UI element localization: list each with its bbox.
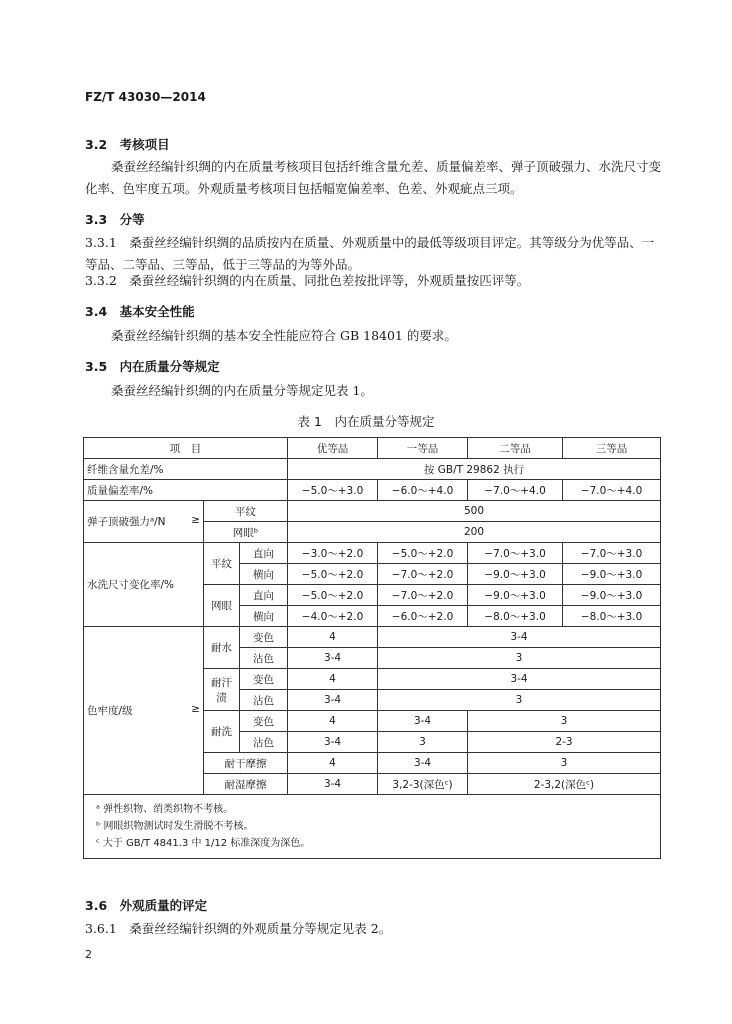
table-1-caption: 表 1 内在质量分等规定 — [297, 414, 435, 429]
table-cell: −5.0～+3.0 — [288, 480, 378, 501]
table-row — [84, 501, 661, 522]
section-3-3-2-text: 3.3.2 桑蚕丝经编针织绸的内在质量、同批色差按批评等，外观质量按匹评等。 — [85, 273, 530, 288]
color-change: 变色 — [240, 711, 288, 732]
table-1 — [83, 437, 661, 859]
table-cell: −9.0～+3.0 — [563, 585, 661, 606]
wash-warp: 直向 — [240, 543, 288, 564]
wash-mesh: 网眼 — [204, 585, 240, 627]
wash-weft: 横向 — [240, 606, 288, 627]
wash-label: 水洗尺寸变化率/% — [84, 543, 204, 627]
color-ge: ≥ — [191, 703, 200, 715]
color-label-cell — [84, 627, 204, 795]
burst-ge: ≥ — [191, 514, 200, 526]
table-note: ᵇ 网眼织物测试时发生滑脱不考核。 — [96, 821, 254, 832]
table-cell: 3 — [378, 732, 468, 753]
fiber-value: 按 GB/T 29862 执行 — [288, 459, 661, 480]
table-cell: 2-3 — [468, 732, 661, 753]
table-cell: −5.0～+2.0 — [378, 543, 468, 564]
mass-label: 质量偏差率/% — [84, 480, 288, 501]
header-grade-3: 二等品 — [468, 438, 563, 459]
table-cell: −7.0～+3.0 — [468, 543, 563, 564]
table-row — [84, 459, 661, 480]
color-change: 变色 — [240, 627, 288, 648]
section-3-5-text: 桑蚕丝经编针织绸的内在质量分等规定见表 1。 — [111, 383, 373, 398]
table-cell: −8.0～+3.0 — [563, 606, 661, 627]
section-3-5-title: 3.5 内在质量分等规定 — [85, 359, 220, 374]
table-cell: −6.0～+2.0 — [378, 606, 468, 627]
color-wet-rub: 耐湿摩擦 — [204, 774, 288, 795]
table-cell: 4 — [288, 627, 378, 648]
table-cell: 3-4 — [288, 774, 378, 795]
section-3-2-title: 3.2 考核项目 — [85, 137, 170, 152]
section-3-2-text: 桑蚕丝经编针织绸的内在质量考核项目包括纤维含量允差、质量偏差率、弹子顶破强力、水洗尺寸变化率、色牢度五项。外观质量考核项目包括幅宽偏差率、色差、外观疵点三项。 — [85, 159, 662, 196]
table-cell: −3.0～+2.0 — [288, 543, 378, 564]
table-cell: −9.0～+3.0 — [468, 585, 563, 606]
section-3-6-1-text: 3.6.1 桑蚕丝经编针织绸的外观质量分等规定见表 2。 — [85, 921, 392, 936]
color-sweat: 耐汗渍 — [204, 669, 240, 711]
table-cell: 4 — [288, 669, 378, 690]
color-label: 色牢度/级 — [87, 705, 133, 717]
table-cell: 2-3,2(深色ᶜ) — [468, 774, 661, 795]
color-stain: 沾色 — [240, 732, 288, 753]
table-row — [84, 543, 661, 564]
color-stain: 沾色 — [240, 648, 288, 669]
table-cell: −7.0～+2.0 — [378, 585, 468, 606]
burst-label-cell — [84, 501, 204, 543]
header-grade-2: 一等品 — [378, 438, 468, 459]
wash-warp: 直向 — [240, 585, 288, 606]
color-change: 变色 — [240, 669, 288, 690]
burst-mesh: 网眼ᵇ — [204, 522, 288, 543]
table-cell: −9.0～+3.0 — [468, 564, 563, 585]
table-cell: −5.0～+2.0 — [288, 585, 378, 606]
header-grade-1: 优等品 — [288, 438, 378, 459]
section-3-3-1-text: 3.3.1 桑蚕丝经编针织绸的品质按内在质量、外观质量中的最低等级项目评定。其等级分为优等品、一等品、二等品、三等品，低于三等品的为等外品。 — [85, 235, 655, 272]
table-cell: 3-4 — [378, 753, 468, 774]
table-cell: −6.0～+4.0 — [378, 480, 468, 501]
section-3-4-text: 桑蚕丝经编针织绸的基本安全性能应符合 GB 18401 的要求。 — [111, 328, 457, 343]
section-3-4-title: 3.4 基本安全性能 — [85, 304, 195, 319]
table-cell: −4.0～+2.0 — [288, 606, 378, 627]
table-cell: −7.0～+3.0 — [563, 543, 661, 564]
table-cell: 3 — [468, 711, 661, 732]
table-notes — [84, 795, 661, 859]
table-cell: 4 — [288, 711, 378, 732]
fiber-label: 纤维含量允差/% — [84, 459, 288, 480]
burst-label: 弹子顶破强力ᵃ/N — [87, 516, 166, 528]
table-notes-row — [84, 795, 661, 859]
wash-weft: 横向 — [240, 564, 288, 585]
table-note: ᵃ 弹性织物、绡类织物不考核。 — [96, 804, 234, 815]
table-cell: −7.0～+2.0 — [378, 564, 468, 585]
table-cell: 4 — [288, 753, 378, 774]
color-wash: 耐洗 — [204, 711, 240, 753]
table-note: ᶜ 大于 GB/T 4841.3 中 1/12 标准深度为深色。 — [96, 838, 311, 849]
table-header-row — [84, 438, 661, 459]
table-cell: 3 — [378, 690, 661, 711]
table-cell: −9.0～+3.0 — [563, 564, 661, 585]
color-stain: 沾色 — [240, 690, 288, 711]
table-cell: 3-4 — [288, 732, 378, 753]
color-dry-rub: 耐干摩擦 — [204, 753, 288, 774]
page-number: 2 — [85, 948, 92, 961]
table-cell: 3-4 — [288, 648, 378, 669]
table-cell: −7.0～+4.0 — [468, 480, 563, 501]
standard-header: FZ/T 43030—2014 — [85, 90, 206, 104]
table-cell: 3 — [468, 753, 661, 774]
table-cell: 3-4 — [288, 690, 378, 711]
table-cell: −8.0～+3.0 — [468, 606, 563, 627]
header-grade-4: 三等品 — [563, 438, 661, 459]
burst-flat: 平纹 — [204, 501, 288, 522]
color-water: 耐水 — [204, 627, 240, 669]
table-row — [84, 627, 661, 648]
burst-flat-value: 500 — [288, 501, 661, 522]
table-row — [84, 480, 661, 501]
table-cell: −5.0～+2.0 — [288, 564, 378, 585]
burst-mesh-value: 200 — [288, 522, 661, 543]
header-item: 项 目 — [84, 438, 288, 459]
table-cell: −7.0～+4.0 — [563, 480, 661, 501]
section-3-6-title: 3.6 外观质量的评定 — [85, 898, 208, 913]
section-3-3-title: 3.3 分等 — [85, 212, 145, 227]
table-cell: 3 — [378, 648, 661, 669]
table-cell: 3-4 — [378, 669, 661, 690]
table-cell: 3-4 — [378, 711, 468, 732]
wash-flat: 平纹 — [204, 543, 240, 585]
table-cell: 3,2-3(深色ᶜ) — [378, 774, 468, 795]
table-cell: 3-4 — [378, 627, 661, 648]
